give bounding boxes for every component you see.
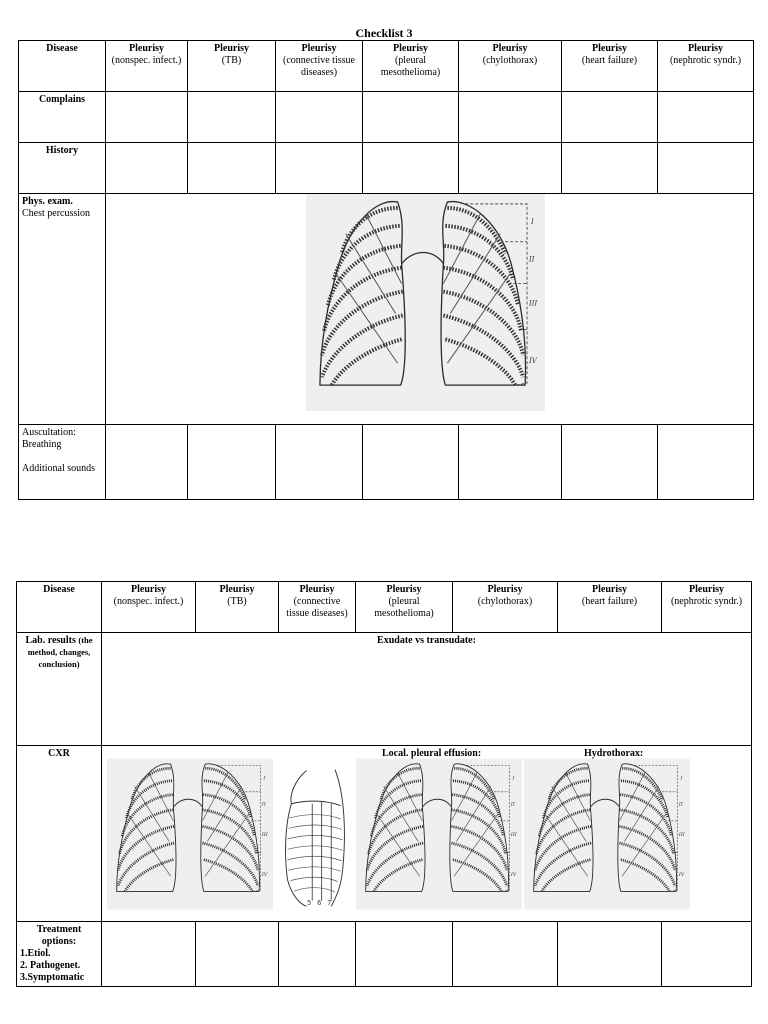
cell-input[interactable]	[562, 143, 658, 194]
cell-input[interactable]	[459, 143, 562, 194]
cell-input[interactable]	[658, 92, 754, 143]
cell-input[interactable]	[106, 425, 188, 500]
table1-header-row	[19, 41, 754, 92]
cell-input[interactable]	[188, 143, 276, 194]
header-nephrotic-syndr: Pleurisy (nephrotic syndr.)	[658, 41, 754, 92]
local-effusion-label: Local. pleural effusion:	[382, 748, 482, 759]
header-chylothorax: Pleurisy (chylothorax)	[459, 41, 562, 92]
cell-input[interactable]	[453, 922, 558, 987]
cxr-area	[102, 746, 752, 922]
cell-input[interactable]	[363, 143, 459, 194]
header-nonspec-infect: Pleurisy (nonspec. infect.)	[102, 582, 196, 633]
cell-input[interactable]	[562, 425, 658, 500]
row-complains	[19, 92, 754, 143]
header-pleural-mesothelioma: Pleurisy (pleural mesothelioma)	[363, 41, 459, 92]
header-heart-failure: Pleurisy (heart failure)	[558, 582, 662, 633]
header-chylothorax: Pleurisy (chylothorax)	[453, 582, 558, 633]
page-title: Checklist 3	[355, 26, 413, 40]
hydrothorax-label: Hydrothorax:	[584, 748, 644, 759]
cell-input[interactable]	[188, 425, 276, 500]
row-history	[19, 143, 754, 194]
header-connective-tissue: Pleurisy (connective tissue diseases)	[276, 41, 363, 92]
label-auscultation: Auscultation: Breathing Additional sounds	[19, 425, 106, 500]
cell-input[interactable]	[662, 922, 752, 987]
label-history: History	[19, 143, 106, 194]
cell-input[interactable]	[658, 425, 754, 500]
header-disease: Disease	[19, 41, 106, 92]
header-disease: Disease	[17, 582, 102, 633]
lungs-cxr-diagram-2	[356, 758, 522, 910]
lungs-cxr-diagram-1	[107, 758, 273, 910]
label-complains: Complains	[19, 92, 106, 143]
row-lab-results	[17, 633, 752, 746]
label-cxr: CXR	[17, 746, 102, 922]
row-cxr	[17, 746, 752, 922]
rib-number: 6	[317, 899, 322, 907]
cell-input[interactable]	[363, 92, 459, 143]
cell-input[interactable]	[276, 92, 363, 143]
header-heart-failure: Pleurisy (heart failure)	[562, 41, 658, 92]
cell-input[interactable]	[356, 922, 453, 987]
cell-input[interactable]	[459, 425, 562, 500]
header-pleural-mesothelioma: Pleurisy (pleural mesothelioma)	[356, 582, 453, 633]
lungs-percussion-diagram	[305, 194, 546, 411]
cell-input[interactable]	[102, 922, 196, 987]
lungs-cxr-diagram-3	[524, 758, 690, 910]
exudate-label: Exudate vs transudate:	[377, 635, 476, 646]
cell-input[interactable]	[562, 92, 658, 143]
header-nonspec-infect: Pleurisy (nonspec. infect.)	[106, 41, 188, 92]
cell-input[interactable]	[276, 425, 363, 500]
side-chest-diagram	[278, 764, 354, 910]
cell-input[interactable]	[279, 922, 356, 987]
percussion-area	[106, 194, 754, 425]
cell-input[interactable]	[196, 922, 279, 987]
row-treatment	[17, 922, 752, 987]
cell-input[interactable]	[363, 425, 459, 500]
row-auscultation	[19, 425, 754, 500]
header-nephrotic-syndr: Pleurisy (nephrotic syndr.)	[662, 582, 752, 633]
table2-header-row	[17, 582, 752, 633]
rib-number: 5	[307, 899, 312, 907]
label-lab-results: Lab. results (the method, changes, conclusion)	[17, 633, 102, 746]
checklist-table-1	[18, 40, 754, 500]
cell-input[interactable]	[276, 143, 363, 194]
cell-input[interactable]	[106, 143, 188, 194]
row-phys-exam	[19, 194, 754, 425]
header-tb: Pleurisy (TB)	[188, 41, 276, 92]
header-connective-tissue: Pleurisy (connective tissue diseases)	[279, 582, 356, 633]
cell-input[interactable]	[459, 92, 562, 143]
cell-input[interactable]	[558, 922, 662, 987]
checklist-table-2	[16, 581, 752, 987]
header-tb: Pleurisy (TB)	[196, 582, 279, 633]
lab-results-area[interactable]	[102, 633, 752, 746]
label-treatment: Treatment options: 1.Etiol. 2. Pathogenet. 3.Symptomatic	[17, 922, 102, 987]
cell-input[interactable]	[658, 143, 754, 194]
label-phys-exam: Phys. exam. Chest percussion	[19, 194, 106, 425]
cell-input[interactable]	[106, 92, 188, 143]
rib-number: 7	[327, 899, 332, 907]
cell-input[interactable]	[188, 92, 276, 143]
